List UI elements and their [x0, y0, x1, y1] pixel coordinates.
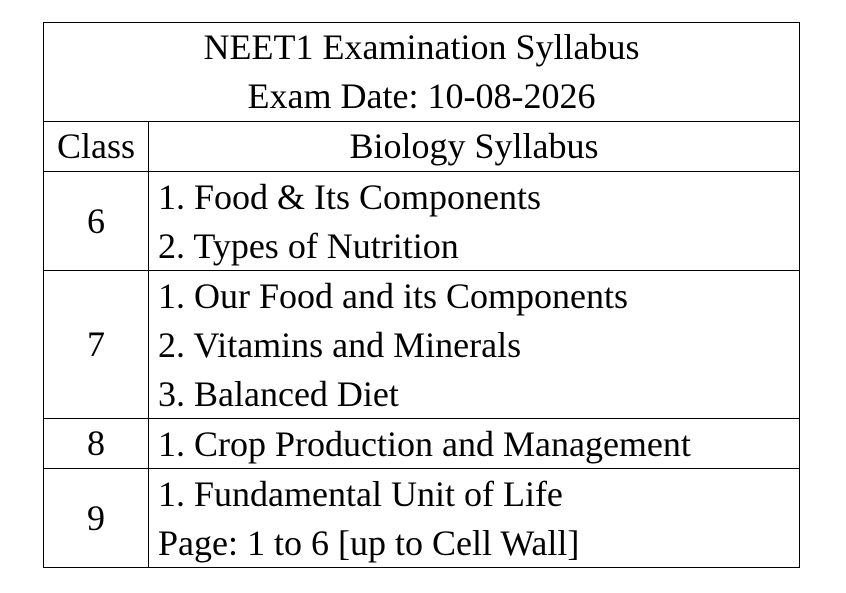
title-row [44, 23, 800, 122]
header-row [44, 122, 800, 172]
class-number: 7 [44, 271, 149, 419]
topic-item: Page: 1 to 6 [up to Cell Wall] [158, 523, 580, 563]
syllabus-table [43, 22, 800, 568]
topic-item: 1. Crop Production and Management [158, 424, 691, 464]
topics-cell [149, 172, 800, 271]
table-row [44, 172, 800, 271]
topic-item: 2. Types of Nutrition [158, 226, 459, 266]
topic-item: 2. Vitamins and Minerals [158, 325, 522, 365]
class-number: 8 [44, 419, 149, 469]
topic-item: 3. Balanced Diet [158, 374, 399, 414]
table-row [44, 419, 800, 469]
topics-cell [149, 419, 800, 469]
topic-item: 1. Our Food and its Components [158, 276, 629, 316]
class-number: 6 [44, 172, 149, 271]
topics-cell [149, 469, 800, 568]
syllabus-column-header: Biology Syllabus [149, 122, 800, 172]
table-row [44, 469, 800, 568]
exam-date: Exam Date: 10-08-2026 [247, 76, 596, 116]
topic-item: 1. Fundamental Unit of Life [158, 474, 563, 514]
title-cell [44, 23, 800, 122]
syllabus-title: NEET1 Examination Syllabus [203, 27, 640, 67]
table-row [44, 271, 800, 419]
topics-cell [149, 271, 800, 419]
class-column-header: Class [44, 122, 149, 172]
topic-item: 1. Food & Its Components [158, 177, 542, 217]
class-number: 9 [44, 469, 149, 568]
